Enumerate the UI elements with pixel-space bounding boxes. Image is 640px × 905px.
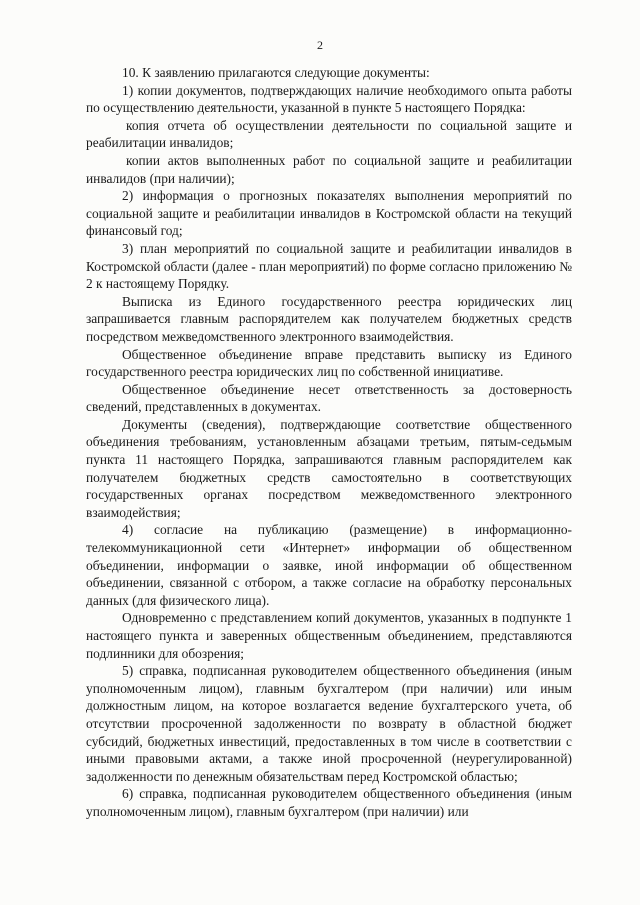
paragraph-own-initiative: Общественное объединение вправе представить выписку из Единого государственного реестра юридических лиц по собственной инициативе.	[86, 346, 572, 380]
paragraph-subitem-3: 3) план мероприятий по социальной защите и реабилитации инвалидов в Костромской области (далее - план мероприятий) по форме согласно приложению № 2 к настоящему Порядку.	[86, 240, 572, 292]
paragraph-report-copy: копия отчета об осуществлении деятельности по социальной защите и реабилитации инвалидов;	[86, 117, 572, 151]
paragraph-subitem-1: 1) копии документов, подтверждающих наличие необходимого опыта работы по осуществлению деятельности, указанной в пункте 5 настоящего Порядка:	[86, 82, 572, 116]
document-body	[86, 64, 572, 821]
paragraph-documents-requested: Документы (сведения), подтверждающие соответствие общественного объединения требованиям, установленным абзацами третьим, пятым-седьмым пункта 11 настоящего Порядка, запрашиваются главным распорядителем как получателем бюджетных средств самостоятельно в соответствующих государственных органах посредством межведомственного электронного взаимодействия;	[86, 416, 572, 520]
paragraph-acts-copies: копии актов выполненных работ по социальной защите и реабилитации инвалидов (при наличии);	[86, 152, 572, 186]
page-number: 2	[317, 38, 323, 52]
paragraph-subitem-5: 5) справка, подписанная руководителем общественного объединения (иным уполномоченным лицом), главным бухгалтером (при наличии) или иным должностным лицом, на которое возлагается ведение бухгалтерского учета, об отсутствии просроченной задолженности по возврату в областной бюджет субсидий, бюджетных инвестиций, предоставленных в том числе в соответствии с иными правовыми актами, а также иной просроченной (неурегулированной) задолженности по денежным обязательствам перед Костромской областью;	[86, 663, 572, 784]
paragraph-responsibility: Общественное объединение несет ответственность за достоверность сведений, представленных в документах.	[86, 381, 572, 415]
paragraph-registry-extract: Выписка из Единого государственного реестра юридических лиц запрашивается главным распорядителем как получателем бюджетных средств посредством межведомственного электронного взаимодействия.	[86, 293, 572, 344]
paragraph-subitem-2: 2) информация о прогнозных показателях выполнения мероприятий по социальной защите и реабилитации инвалидов в Костромской области на текущий финансовый год;	[86, 188, 572, 239]
paragraph-subitem-6: 6) справка, подписанная руководителем общественного объединения (иным уполномоченным лицом), главным бухгалтером (при наличии) или	[86, 786, 572, 819]
paragraph-subitem-4: 4) согласие на публикацию (размещение) в информационно-телекоммуникационной сети «Интернет» информации об общественном объединении, информации о заявке, иной информации об общественном объединении, связанной с отбором, а также согласие на обработку персональных данных (для физического лица).	[86, 522, 572, 608]
paragraph-item-10: 10. К заявлению прилагаются следующие документы:	[122, 65, 430, 80]
paragraph-originals: Одновременно с представлением копий документов, указанных в подпункте 1 настоящего пункта и заверенных общественным объединением, представляются подлинники для обозрения;	[86, 610, 572, 661]
